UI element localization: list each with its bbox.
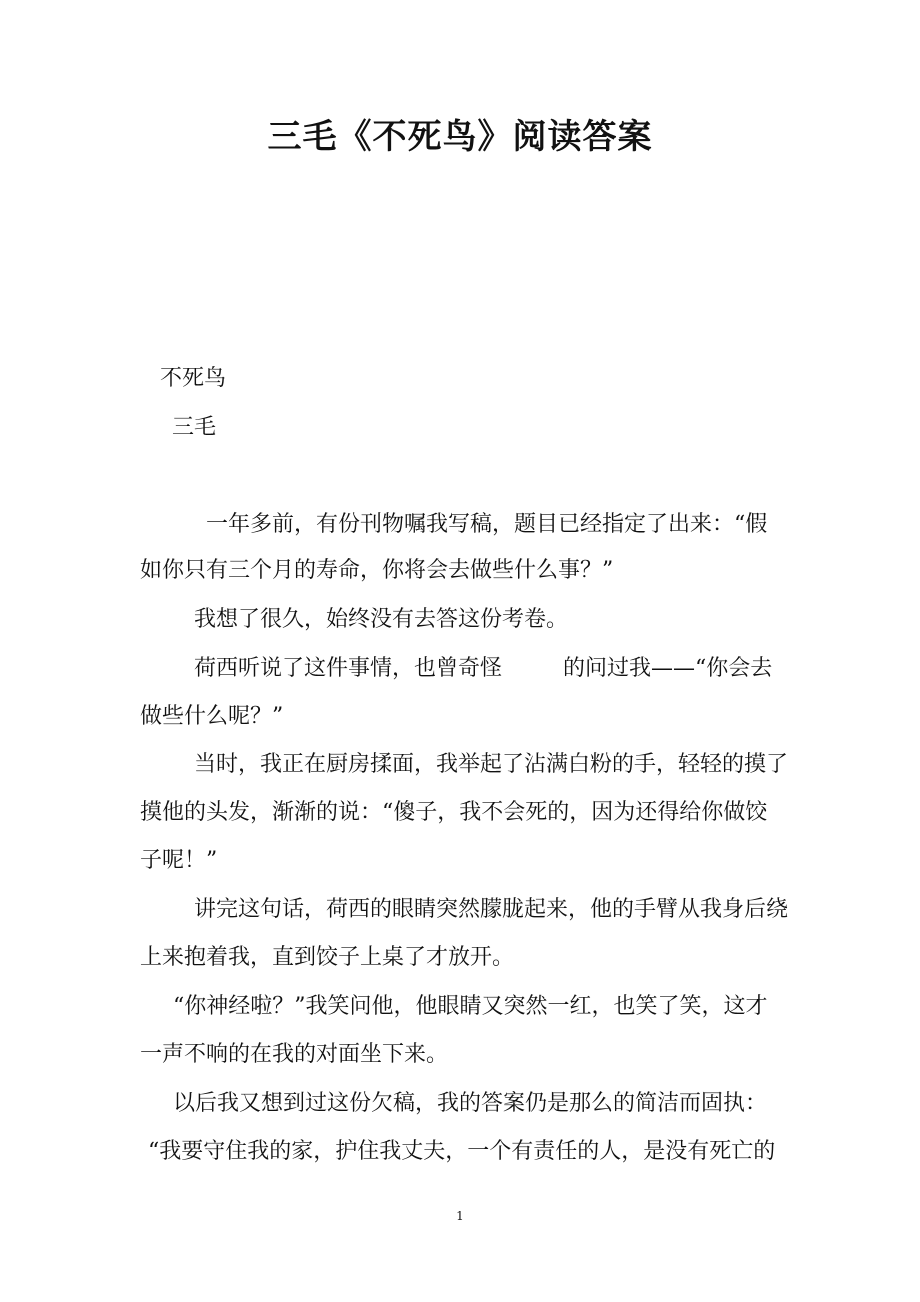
paragraph-line: “你神经啦？”我笑问他，他眼睛又突然一红，也笑了笑，这才 (173, 994, 768, 1019)
article-heading: 不死鸟 (160, 366, 227, 391)
paragraph-line: 子呢！” (140, 848, 218, 873)
paragraph-line: 当时，我正在厨房揉面，我举起了沾满白粉的手，轻轻的摸了 (194, 752, 789, 777)
paragraph-line: 的问过我——“你会去 (563, 656, 773, 681)
paragraph-line: 一声不响的在我的对面坐下来。 (140, 1042, 449, 1067)
paragraph-line: 做些什么呢？” (140, 704, 284, 729)
paragraph-line: 以后我又想到过这份欠稿，我的答案仍是那么的简洁而固执： (173, 1091, 768, 1116)
paragraph-line: 我想了很久，始终没有去答这份考卷。 (194, 607, 569, 632)
paragraph-line: “我要守住我的家，护住我丈夫，一个有责任的人，是没有死亡的 (148, 1139, 776, 1164)
paragraph-line: 如你只有三个月的寿命，你将会去做些什么事？” (140, 558, 614, 583)
article-author: 三毛 (172, 415, 217, 440)
paragraph-line: 一年多前，有份刊物嘱我写稿，题目已经指定了出来：“假 (206, 512, 768, 537)
paragraph-line: 摸他的头发，渐渐的说：“傻子，我不会死的，因为还得给你做饺 (140, 800, 768, 825)
paragraph-line: 上来抱着我，直到饺子上桌了才放开。 (140, 945, 515, 970)
paragraph-line: 荷西听说了这件事情，也曾奇怪 (194, 656, 503, 681)
document-title: 三毛《不死鸟》阅读答案 (267, 117, 653, 157)
paragraph-line: 讲完这句话，荷西的眼睛突然朦胧起来，他的手臂从我身后绕 (194, 897, 789, 922)
page-number: 1 (456, 1209, 464, 1223)
